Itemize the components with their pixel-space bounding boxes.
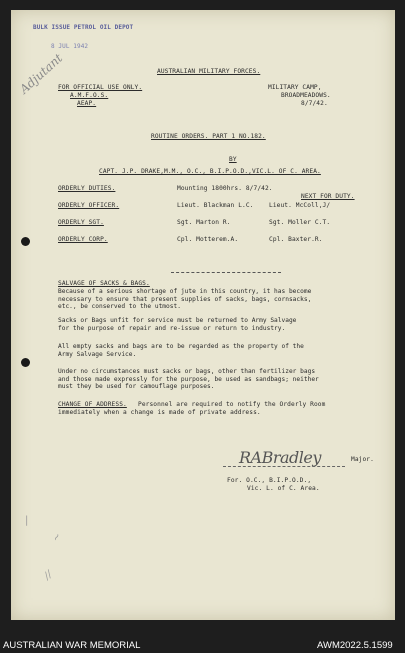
signatory-for: For. O.C., B.I.P.O.D., bbox=[227, 477, 312, 484]
next-for-duty-heading: NEXT FOR DUTY. bbox=[301, 193, 355, 200]
stamp-date: 8 JUL 1942 bbox=[51, 43, 89, 50]
duty-current: Lieut. Blackman L.C. bbox=[177, 202, 254, 209]
duty-role: ORDERLY SGT. bbox=[58, 219, 104, 226]
footer-accession: AWM2022.5.1599 bbox=[317, 640, 393, 651]
duty-next: Lieut. McColl,J/ bbox=[269, 202, 331, 209]
signature-line bbox=[223, 466, 345, 467]
punch-hole bbox=[21, 237, 30, 246]
duty-role: ORDERLY OFFICER. bbox=[58, 202, 120, 209]
official-use-code-2: AEAP. bbox=[77, 100, 97, 107]
duties-heading: ORDERLY DUTIES. bbox=[58, 185, 116, 192]
pencil-mark: | bbox=[25, 515, 29, 526]
salvage-paragraph: Because of a serious shortage of jute in this country, it has become necessary to ensure that present supplies of sacks, bags, cornsacks, etc., be conserved to the utmost. bbox=[58, 288, 312, 311]
salvage-paragraph: Under no circumstances must sacks or bags, other than fertilizer bags and those made expressly for the purpose, be used as sandbags; neither must they be used for camouflage purposes. bbox=[58, 368, 319, 391]
signatory-rank: Major. bbox=[351, 456, 374, 463]
duty-next: Cpl. Baxter.R. bbox=[269, 236, 323, 243]
salvage-paragraph: All empty sacks and bags are to be regarded as the property of the Army Salvage Service. bbox=[58, 343, 304, 358]
footer-institution: AUSTRALIAN WAR MEMORIAL bbox=[3, 640, 141, 651]
duty-next: Sgt. Moller C.T. bbox=[269, 219, 331, 226]
change-address-text: immediately when a change is made of private address. bbox=[58, 409, 261, 416]
pencil-mark: ~ bbox=[50, 531, 65, 544]
change-address-text: Personnel are required to notify the Orderly Room bbox=[138, 401, 326, 408]
document-sheet bbox=[11, 10, 395, 620]
force-heading: AUSTRALIAN MILITARY FORCES. bbox=[157, 68, 261, 75]
mounting-time: Mounting 1800hrs. 8/7/42. bbox=[177, 185, 273, 192]
order-date: 8/7/42. bbox=[301, 100, 328, 107]
issuing-officer: CAPT. J.P. DRAKE,M.M., O.C., B.I.P.O.D.,VIC.L. OF C. AREA. bbox=[99, 168, 321, 175]
change-address-heading: CHANGE OF ADDRESS. bbox=[58, 401, 127, 408]
pencil-mark: // bbox=[42, 569, 55, 582]
depot-stamp: BULK ISSUE PETROL OIL DEPOT bbox=[33, 24, 134, 31]
margin-note: Adjutant bbox=[17, 50, 66, 97]
by-label: BY bbox=[229, 156, 237, 163]
camp-location: BROADMEADOWS. bbox=[281, 92, 331, 99]
official-use-line: FOR OFFICIAL USE ONLY. bbox=[58, 84, 143, 91]
signature: RABradley bbox=[239, 448, 321, 467]
duty-role: ORDERLY CORP. bbox=[58, 236, 108, 243]
signatory-area: Vic. L. of C. Area. bbox=[247, 485, 320, 492]
orders-title: ROUTINE ORDERS. PART 1 NO.182. bbox=[151, 133, 266, 140]
official-use-code: A.M.F.O.S. bbox=[70, 92, 109, 99]
punch-hole bbox=[21, 358, 30, 367]
salvage-paragraph: Sacks or Bags unfit for service must be returned to Army Salvage for the purpose of repair and re-issue or return to industry. bbox=[58, 317, 297, 332]
camp-name: MILITARY CAMP, bbox=[268, 84, 322, 91]
duty-current: Sgt. Marton R. bbox=[177, 219, 231, 226]
salvage-heading: SALVAGE OF SACKS & BAGS. bbox=[58, 280, 150, 287]
duty-current: Cpl. Motterem.A. bbox=[177, 236, 239, 243]
section-divider bbox=[171, 272, 281, 273]
